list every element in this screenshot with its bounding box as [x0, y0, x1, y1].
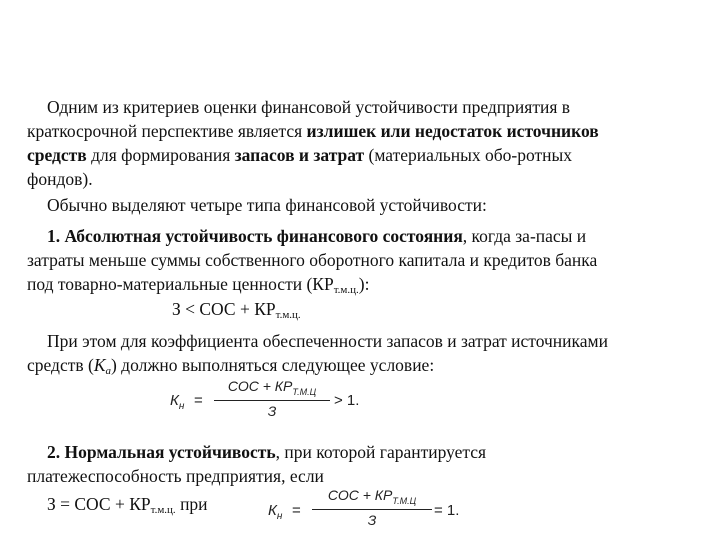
- type-1-line-3: [27, 273, 369, 301]
- formula-1-relation: > 1.: [334, 392, 360, 409]
- subscript: т.м.ц.: [150, 504, 176, 516]
- text: платежеспособность предприятия, если: [27, 466, 324, 486]
- formula-1-numerator: СОС + $КР_{Т.М.Ц}$: [227, 378, 317, 397]
- text: , при которой гарантируется: [275, 442, 487, 462]
- text: Одним из критериев оценки финансовой устойчивости предприятия в: [47, 97, 571, 117]
- text: Обычно выделяют четыре типа финансовой устойчивости:: [47, 195, 487, 215]
- text: под товарно-материальные ценности (КР: [27, 274, 334, 294]
- formula-2-denominator: З: [367, 512, 377, 528]
- type-2-heading: 2. Нормальная устойчивость: [47, 442, 276, 462]
- type-1-line-2: [27, 249, 597, 271]
- text: фондов).: [27, 169, 93, 189]
- formula-1-equals: =: [194, 392, 203, 409]
- paragraph-2: [47, 194, 487, 216]
- formula-text: З < СОС + КР: [172, 299, 276, 319]
- text: средств (: [27, 355, 94, 375]
- formula-1: [170, 376, 370, 426]
- bold-text: средств: [27, 145, 87, 165]
- formula-2-fraction-bar: [312, 509, 432, 510]
- text: При этом для коэффициента обеспеченности запасов и затрат источниками: [47, 331, 608, 351]
- formula-1-fraction-bar: [214, 400, 330, 401]
- formula-2-k: $К_н$: [268, 502, 283, 522]
- formula-2-relation: = 1.: [434, 502, 460, 519]
- coefficient-symbol: К: [93, 355, 106, 375]
- type-1-condition-line-1: [47, 330, 608, 352]
- formula-2-equals: =: [292, 502, 301, 519]
- type-1-heading-line: [47, 225, 586, 247]
- type-2-heading-line: [47, 441, 486, 463]
- bold-text: излишек или недостаток источников: [306, 121, 599, 141]
- paragraph-1-line-3: [27, 144, 572, 166]
- text: (материальных обо-ротных: [364, 145, 573, 165]
- bold-text: запасов и затрат: [234, 145, 365, 165]
- text: затраты меньше суммы собственного оборотного капитала и кредитов банка: [27, 250, 598, 270]
- text: для формирования: [86, 145, 235, 165]
- text: при: [175, 494, 208, 514]
- formula-2: [268, 484, 468, 534]
- subscript: т.м.ц.: [275, 309, 301, 321]
- type-1-heading: 1. Абсолютная устойчивость финансового состояния: [47, 226, 463, 246]
- text: , когда за-пасы и: [462, 226, 587, 246]
- text: ):: [358, 274, 370, 294]
- paragraph-1-line-4: [27, 168, 93, 190]
- text: З = СОС + КР: [47, 494, 151, 514]
- subscript: т.м.ц.: [333, 284, 359, 296]
- type-1-formula: [172, 298, 301, 326]
- paragraph-1-line-2: [27, 120, 599, 142]
- formula-1-k: $К_н$: [170, 392, 185, 412]
- text: краткосрочной перспективе является: [27, 121, 307, 141]
- type-2-line-3: [47, 493, 208, 521]
- text: ) должно выполняться следующее условие:: [110, 355, 435, 375]
- formula-2-numerator: СОС + $КР_{Т.М.Ц}$: [327, 487, 417, 506]
- subscript: а: [105, 365, 111, 377]
- formula-1-denominator: З: [267, 403, 277, 419]
- paragraph-1-line-1: [47, 96, 570, 118]
